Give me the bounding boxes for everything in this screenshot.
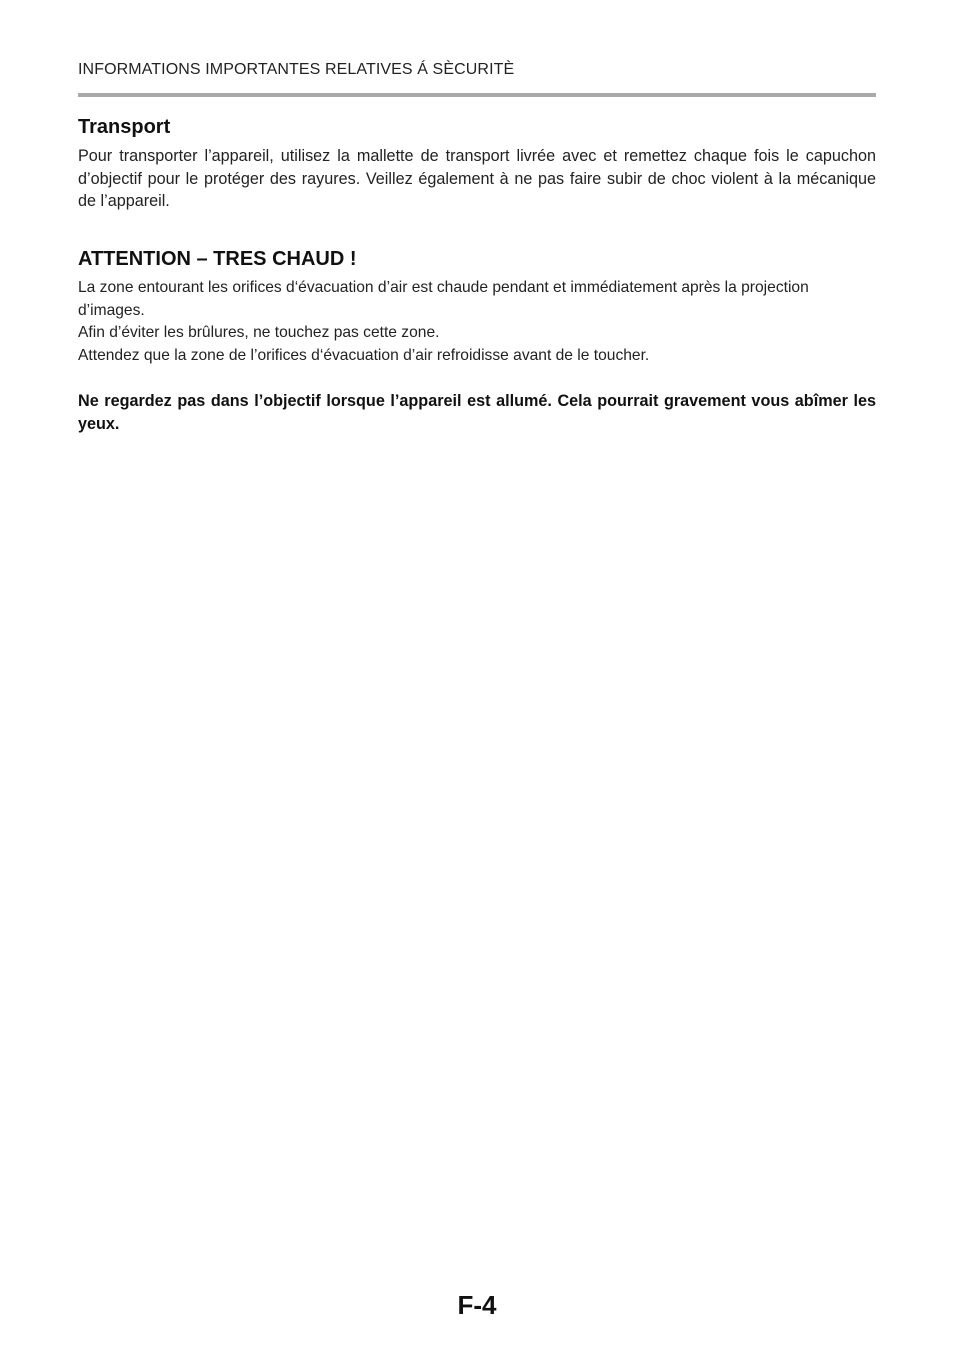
section-title-attention: ATTENTION – TRES CHAUD ! bbox=[78, 248, 357, 270]
header-divider bbox=[78, 93, 876, 97]
attention-paragraph-3: Attendez que la zone de l’orifices d‘évacuation d’air refroidisse avant de le toucher. bbox=[78, 346, 650, 364]
document-page bbox=[78, 0, 876, 1352]
running-header: INFORMATIONS IMPORTANTES RELATIVES Á SÈCURITÈ bbox=[78, 61, 515, 78]
section-title-transport: Transport bbox=[78, 116, 171, 138]
attention-paragraph-2: Afin d’éviter les brûlures, ne touchez pas cette zone. bbox=[78, 324, 440, 341]
attention-paragraphs bbox=[78, 277, 876, 367]
page-number: F-4 bbox=[457, 1290, 497, 1320]
eye-warning-text: Ne regardez pas dans l’objectif lorsque l’appareil est allumé. Cela pourrait gravement vous abîmer les yeux. bbox=[78, 392, 876, 433]
attention-paragraph-1: La zone entourant les orifices d‘évacuation d’air est chaude pendant et immédiatement après la projection d’images. bbox=[78, 279, 809, 319]
transport-paragraph: Pour transporter l’appareil, utilisez la mallette de transport livrée avec et remettez chaque fois le capuchon d’objectif pour le protéger des rayures. Veillez également à ne pas faire subir de choc violent à la mécanique de l’appareil. bbox=[78, 147, 876, 210]
